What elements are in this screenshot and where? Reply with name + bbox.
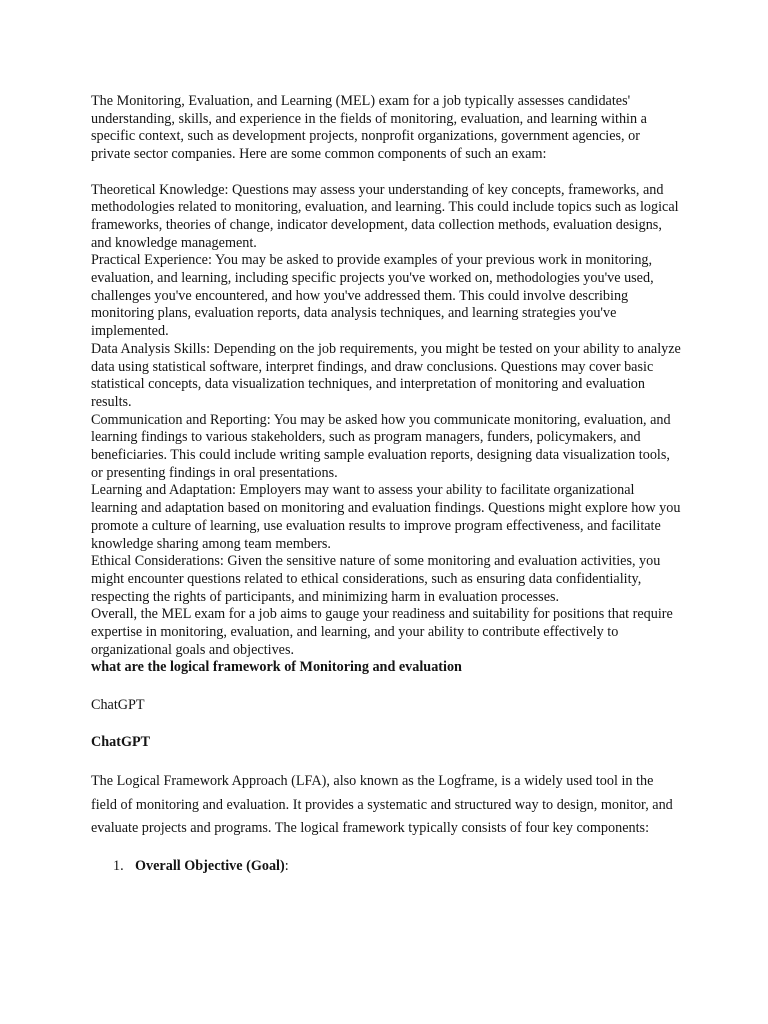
list-item	[91, 857, 681, 875]
speaker-label: ChatGPT	[91, 697, 145, 714]
components-list	[91, 857, 681, 875]
list-item-title: Overall Objective (Goal)	[135, 857, 285, 874]
component-learning-adaptation: Learning and Adaptation: Employers may want to assess your ability to facilitate organizational learning and adaptation based on monitoring and evaluation findings. Questions might explore how you promote a culture of learning, use evaluation results to improve program effectiveness, and facilitate knowledge sharing among team members.	[91, 482, 681, 552]
component-data-analysis-skills: Data Analysis Skills: Depending on the job requirements, you might be tested on your ability to analyze data using statistical software, interpret findings, and draw conclusions. Questions may cover basic statistical concepts, data visualization techniques, and interpretation of monitoring and evaluation results.	[91, 340, 681, 410]
paragraph-gap	[91, 164, 681, 182]
answer-paragraph: The Logical Framework Approach (LFA), also known as the Logframe, is a widely used tool in the field of monitoring and evaluation. It provides a systematic and structured way to design, monitor, and evaluate projects and programs. The logical framework typically consists of four key components:	[91, 773, 673, 837]
intro-section	[91, 93, 681, 677]
speaker-label-bold: ChatGPT	[91, 734, 151, 751]
list-item-number: 1.	[113, 857, 124, 874]
user-question: what are the logical framework of Monitoring and evaluation	[91, 659, 462, 676]
overall-summary: Overall, the MEL exam for a job aims to gauge your readiness and suitability for positions that require expertise in monitoring, evaluation, and learning, and your ability to contribute effectively to organizational goals and objectives.	[91, 606, 673, 658]
answer-section	[91, 696, 681, 875]
component-theoretical-knowledge: Theoretical Knowledge: Questions may assess your understanding of key concepts, frameworks, and methodologies related to monitoring, evaluation, and learning. This could include topics such as logical frameworks, theories of change, indicator development, data collection methods, evaluation designs, and knowledge management.	[91, 181, 679, 251]
component-practical-experience: Practical Experience: You may be asked to provide examples of your previous work in monitoring, evaluation, and learning, including specific projects you've worked on, methodologies you've used, challenges you've encountered, and how you've addressed them. This could involve describing monitoring plans, evaluation reports, data analysis techniques, and learning strategies you've implemented.	[91, 252, 654, 340]
list-item-suffix: :	[284, 857, 289, 874]
component-communication-reporting: Communication and Reporting: You may be asked how you communicate monitoring, evaluation, and learning findings to various stakeholders, such as program managers, funders, policymakers, and beneficiaries. This could include writing sample evaluation reports, designing data visualization tools, or presenting findings in oral presentations.	[91, 411, 671, 481]
document-page	[91, 93, 681, 875]
intro-paragraph: The Monitoring, Evaluation, and Learning (MEL) exam for a job typically assesses candidates' understanding, skills, and experience in the fields of monitoring, evaluation, and learning within a specific context, such as development projects, nonprofit organizations, government agencies, or private sector companies. Here are some common components of such an exam:	[91, 93, 647, 163]
component-ethical-considerations: Ethical Considerations: Given the sensitive nature of some monitoring and evaluation activities, you might encounter questions related to ethical considerations, such as ensuring data confidentiality, respecting the rights of participants, and minimizing harm in evaluation processes.	[91, 553, 661, 605]
